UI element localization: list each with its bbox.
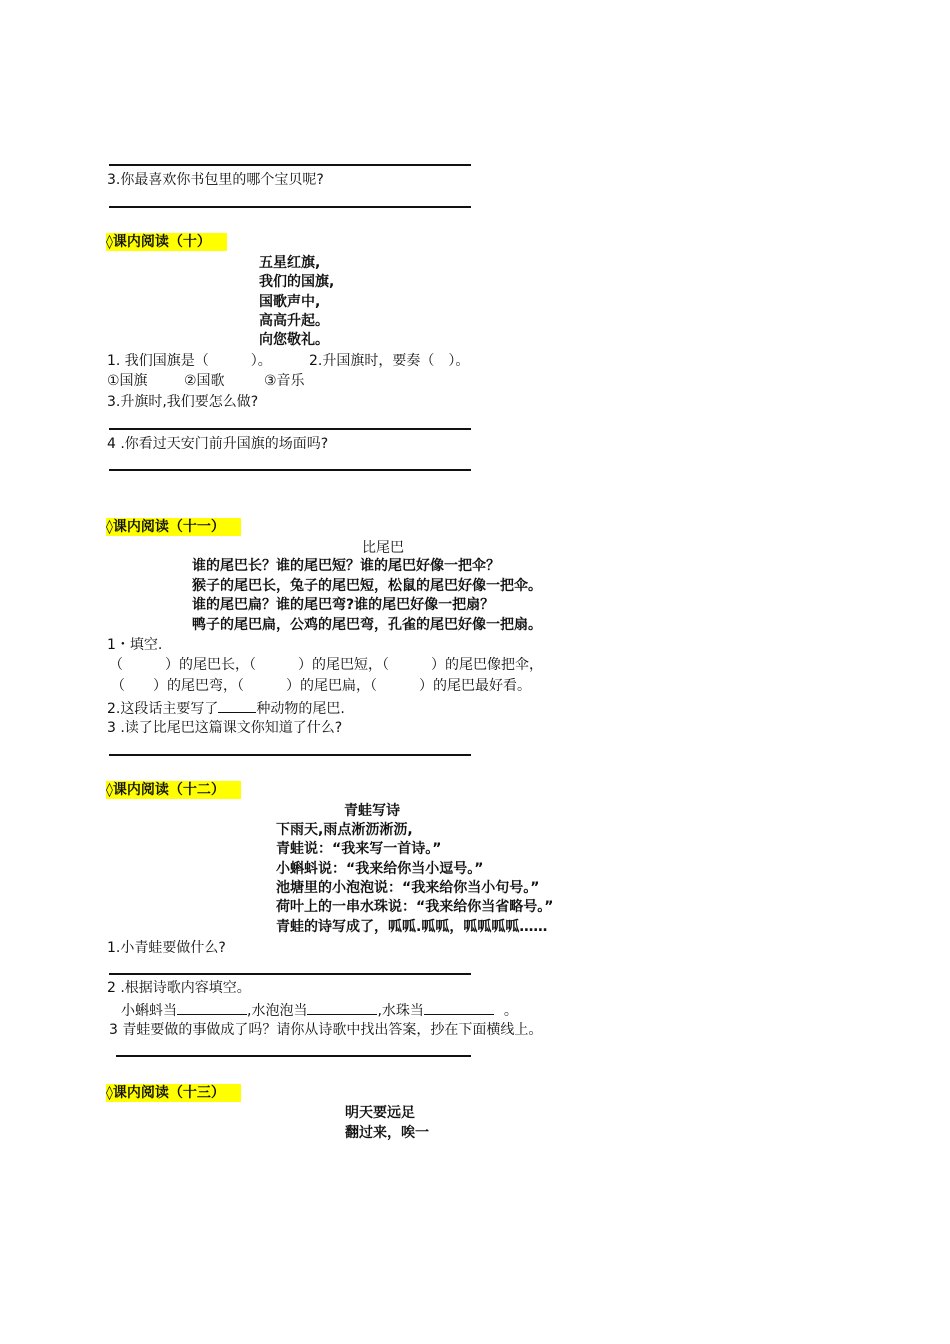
section-header-11: ◊课内阅读（十一） (106, 518, 241, 536)
blank-12-b[interactable] (307, 1000, 377, 1015)
question-10-2: 2.升国旗时，要奏（ ）。 (309, 353, 470, 369)
fill-12-label-c: ,水珠当 (377, 1003, 424, 1019)
question-11-2 (107, 698, 345, 718)
blank-12-c[interactable] (424, 1000, 494, 1015)
poem-10-line-1: 五星红旗, (259, 255, 321, 271)
question-12-3: 3 青蛙要做的事做成了吗？请你从诗歌中找出答案，抄在下面横线上。 (109, 1022, 543, 1038)
fill-11-row-1: （ ）的尾巴长，（ ）的尾巴短，（ ）的尾巴像把伞， (109, 657, 543, 673)
question-10-1: 1. 我们国旗是（ ）。 (107, 353, 272, 369)
question-11-1: 1・填空. (107, 637, 163, 653)
section-header-10: ◊课内阅读（十） (106, 233, 227, 251)
section-header-12: ◊课内阅读（十二） (106, 781, 241, 799)
blank-11-2[interactable] (218, 698, 256, 713)
poem-12-line-6: 青蛙的诗写成了，呱呱.呱呱，呱呱呱呱…… (276, 919, 548, 935)
question-10-4: 4 .你看过天安门前升国旗的场面吗? (107, 436, 329, 452)
text-11-line-1: 谁的尾巴长？谁的尾巴短？谁的尾巴好像一把伞？ (192, 558, 500, 574)
poem-12-line-5: 荷叶上的一串水珠说：“我来给你当省略号。” (276, 899, 554, 915)
text-11-line-3: 谁的尾巴扁？谁的尾巴弯?谁的尾巴好像一把扇？ (192, 597, 495, 613)
question-11-2-end: 种动物的尾巴. (256, 701, 345, 717)
poem-10-line-5: 向您敬礼。 (259, 332, 329, 348)
poem-12-title: 青蛙写诗 (344, 803, 400, 819)
poem-12-line-2: 青蛙说：“我来写一首诗。” (276, 841, 442, 857)
fill-12-label-b: ,水泡泡当 (247, 1003, 308, 1019)
text-13-line-1: 明天要远足 (345, 1105, 415, 1121)
poem-12-line-4: 池塘里的小泡泡说：“我来给你当小句号。” (276, 880, 540, 896)
poem-10-line-3: 国歌声中, (259, 294, 321, 310)
question-top-3: 3.你最喜欢你书包里的哪个宝贝呢? (107, 172, 324, 188)
question-11-3: 3 .读了比尾巴这篇课文你知道了什么? (107, 720, 343, 736)
answer-line-7[interactable] (116, 1055, 471, 1057)
fill-11-row-2: （ ）的尾巴弯，（ ）的尾巴扁，（ ）的尾巴最好看。 (111, 678, 531, 694)
answer-line-1[interactable] (109, 164, 471, 166)
fill-12-label-a: 小蝌蚪当 (121, 1003, 177, 1019)
blank-12-a[interactable] (177, 1000, 247, 1015)
text-11-line-4: 鸭子的尾巴扁，公鸡的尾巴弯，孔雀的尾巴好像一把扇。 (192, 617, 542, 633)
text-13-line-2: 翻过来，唉一 (345, 1125, 429, 1141)
answer-line-3[interactable] (109, 428, 471, 430)
answer-line-4[interactable] (109, 469, 471, 471)
question-12-1: 1.小青蛙要做什么? (107, 940, 226, 956)
answer-line-6[interactable] (109, 973, 471, 975)
fill-12-row (121, 1000, 518, 1020)
answer-line-2[interactable] (109, 206, 471, 208)
fill-12-end: 。 (503, 1003, 518, 1019)
option-3: ③音乐 (264, 373, 305, 389)
answer-line-5[interactable] (109, 754, 471, 756)
section-header-13: ◊课内阅读（十三） (106, 1084, 241, 1102)
question-12-2: 2 .根据诗歌内容填空。 (107, 980, 251, 996)
poem-10-line-2: 我们的国旗, (259, 274, 335, 290)
text-11-title: 比尾巴 (362, 540, 404, 556)
question-10-3: 3.升旗时,我们要怎么做? (107, 394, 259, 410)
text-11-line-2: 猴子的尾巴长，兔子的尾巴短，松鼠的尾巴好像一把伞。 (192, 578, 542, 594)
question-11-2-start: 2.这段话主要写了 (107, 701, 219, 717)
poem-12-line-1: 下雨天,雨点淅沥淅沥, (276, 822, 413, 838)
option-2: ②国歌 (184, 373, 225, 389)
poem-10-line-4: 高高升起。 (259, 313, 329, 329)
option-1: ①国旗 (107, 373, 148, 389)
poem-12-line-3: 小蝌蚪说：“我来给你当小逗号。” (276, 861, 484, 877)
